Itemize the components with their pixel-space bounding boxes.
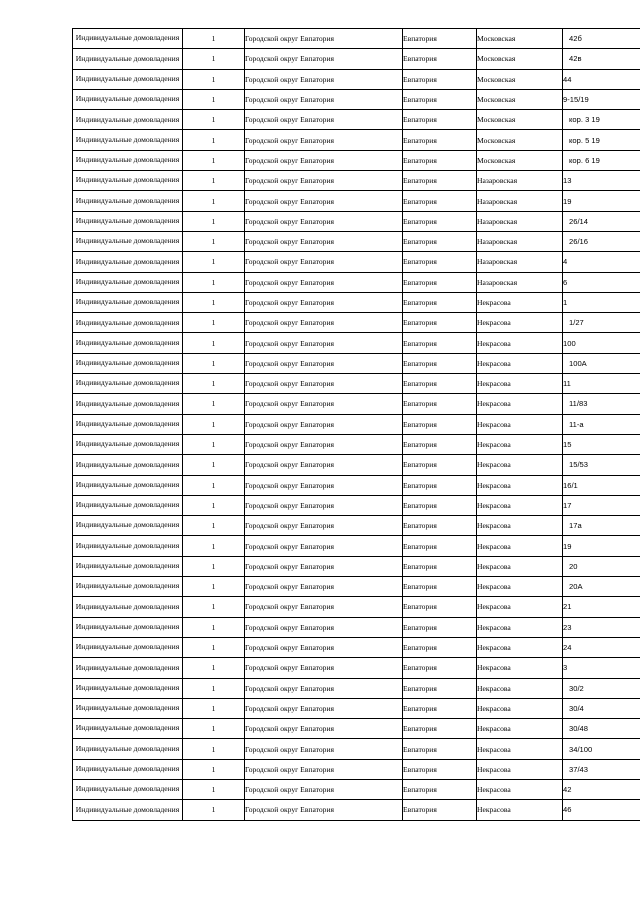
district-cell: Городской округ Евпатория	[245, 171, 403, 191]
city-cell: Евпатория	[403, 617, 477, 637]
house-number-cell: 37/43	[563, 759, 640, 779]
district-cell: Городской округ Евпатория	[245, 272, 403, 292]
street-cell: Назаровская	[477, 191, 563, 211]
house-number-cell: 26/16	[563, 231, 640, 251]
street-cell: Некрасова	[477, 658, 563, 678]
table-row	[73, 678, 640, 698]
house-number-cell: кор. 6 19	[563, 150, 640, 170]
district-cell: Городской округ Евпатория	[245, 191, 403, 211]
housing-type-cell: Индивидуальные домовладения	[73, 536, 183, 556]
city-cell: Евпатория	[403, 110, 477, 130]
housing-type-cell: Индивидуальные домовладения	[73, 49, 183, 69]
district-cell: Городской округ Евпатория	[245, 333, 403, 353]
street-cell: Некрасова	[477, 516, 563, 536]
housing-type-cell: Индивидуальные домовладения	[73, 759, 183, 779]
house-number-cell: 19	[563, 536, 640, 556]
street-cell: Некрасова	[477, 698, 563, 718]
count-cell: 1	[183, 698, 245, 718]
housing-type-cell: Индивидуальные домовладения	[73, 110, 183, 130]
city-cell: Евпатория	[403, 556, 477, 576]
count-cell: 1	[183, 171, 245, 191]
street-cell: Некрасова	[477, 414, 563, 434]
housing-type-cell: Индивидуальные домовладения	[73, 211, 183, 231]
street-cell: Назаровская	[477, 272, 563, 292]
house-number-cell: 30/4	[563, 698, 640, 718]
housing-type-cell: Индивидуальные домовладения	[73, 475, 183, 495]
district-cell: Городской округ Евпатория	[245, 89, 403, 109]
district-cell: Городской округ Евпатория	[245, 759, 403, 779]
house-number-cell: 1/27	[563, 313, 640, 333]
house-number-cell: 42	[563, 779, 640, 799]
district-cell: Городской округ Евпатория	[245, 495, 403, 515]
city-cell: Евпатория	[403, 49, 477, 69]
count-cell: 1	[183, 110, 245, 130]
table-row	[73, 171, 640, 191]
table-row	[73, 455, 640, 475]
housing-type-cell: Индивидуальные домовладения	[73, 495, 183, 515]
count-cell: 1	[183, 719, 245, 739]
house-number-cell: 26/14	[563, 211, 640, 231]
table-row	[73, 434, 640, 454]
count-cell: 1	[183, 597, 245, 617]
street-cell: Московская	[477, 49, 563, 69]
table-row	[73, 150, 640, 170]
count-cell: 1	[183, 89, 245, 109]
count-cell: 1	[183, 130, 245, 150]
housing-type-cell: Индивидуальные домовладения	[73, 272, 183, 292]
housing-type-cell: Индивидуальные домовладения	[73, 231, 183, 251]
street-cell: Московская	[477, 130, 563, 150]
house-number-cell: 6	[563, 272, 640, 292]
table-row	[73, 414, 640, 434]
street-cell: Некрасова	[477, 637, 563, 657]
count-cell: 1	[183, 414, 245, 434]
table-row	[73, 577, 640, 597]
housing-type-cell: Индивидуальные домовладения	[73, 779, 183, 799]
housing-type-cell: Индивидуальные домовладения	[73, 333, 183, 353]
house-number-cell: 46	[563, 800, 640, 820]
city-cell: Евпатория	[403, 191, 477, 211]
address-table	[72, 28, 640, 821]
district-cell: Городской округ Евпатория	[245, 617, 403, 637]
count-cell: 1	[183, 637, 245, 657]
count-cell: 1	[183, 394, 245, 414]
housing-type-cell: Индивидуальные домовладения	[73, 414, 183, 434]
city-cell: Евпатория	[403, 414, 477, 434]
city-cell: Евпатория	[403, 69, 477, 89]
district-cell: Городской округ Евпатория	[245, 29, 403, 49]
count-cell: 1	[183, 516, 245, 536]
city-cell: Евпатория	[403, 333, 477, 353]
city-cell: Евпатория	[403, 272, 477, 292]
city-cell: Евпатория	[403, 495, 477, 515]
count-cell: 1	[183, 313, 245, 333]
district-cell: Городской округ Евпатория	[245, 779, 403, 799]
district-cell: Городской округ Евпатория	[245, 658, 403, 678]
housing-type-cell: Индивидуальные домовладения	[73, 678, 183, 698]
count-cell: 1	[183, 617, 245, 637]
city-cell: Евпатория	[403, 353, 477, 373]
count-cell: 1	[183, 29, 245, 49]
district-cell: Городской округ Евпатория	[245, 678, 403, 698]
street-cell: Некрасова	[477, 475, 563, 495]
count-cell: 1	[183, 779, 245, 799]
house-number-cell: 20А	[563, 577, 640, 597]
street-cell: Московская	[477, 69, 563, 89]
table-row	[73, 29, 640, 49]
housing-type-cell: Индивидуальные домовладения	[73, 252, 183, 272]
house-number-cell: 1	[563, 292, 640, 312]
housing-type-cell: Индивидуальные домовладения	[73, 313, 183, 333]
table-row	[73, 800, 640, 820]
housing-type-cell: Индивидуальные домовладения	[73, 800, 183, 820]
housing-type-cell: Индивидуальные домовладения	[73, 29, 183, 49]
street-cell: Назаровская	[477, 211, 563, 231]
city-cell: Евпатория	[403, 434, 477, 454]
house-number-cell: 16/1	[563, 475, 640, 495]
housing-type-cell: Индивидуальные домовладения	[73, 597, 183, 617]
house-number-cell: 11	[563, 374, 640, 394]
house-number-cell: 42в	[563, 49, 640, 69]
street-cell: Московская	[477, 150, 563, 170]
table-row	[73, 556, 640, 576]
district-cell: Городской округ Евпатория	[245, 800, 403, 820]
street-cell: Некрасова	[477, 292, 563, 312]
district-cell: Городской округ Евпатория	[245, 455, 403, 475]
count-cell: 1	[183, 272, 245, 292]
count-cell: 1	[183, 455, 245, 475]
city-cell: Евпатория	[403, 516, 477, 536]
housing-type-cell: Индивидуальные домовладения	[73, 292, 183, 312]
city-cell: Евпатория	[403, 577, 477, 597]
table-row	[73, 69, 640, 89]
table-row	[73, 759, 640, 779]
table-row	[73, 252, 640, 272]
district-cell: Городской округ Евпатория	[245, 374, 403, 394]
district-cell: Городской округ Евпатория	[245, 577, 403, 597]
street-cell: Некрасова	[477, 495, 563, 515]
city-cell: Евпатория	[403, 739, 477, 759]
house-number-cell: 19	[563, 191, 640, 211]
city-cell: Евпатория	[403, 130, 477, 150]
housing-type-cell: Индивидуальные домовладения	[73, 658, 183, 678]
house-number-cell: 30/2	[563, 678, 640, 698]
count-cell: 1	[183, 252, 245, 272]
district-cell: Городской округ Евпатория	[245, 150, 403, 170]
table-row	[73, 130, 640, 150]
city-cell: Евпатория	[403, 800, 477, 820]
count-cell: 1	[183, 333, 245, 353]
street-cell: Назаровская	[477, 231, 563, 251]
city-cell: Евпатория	[403, 698, 477, 718]
street-cell: Назаровская	[477, 252, 563, 272]
district-cell: Городской округ Евпатория	[245, 414, 403, 434]
count-cell: 1	[183, 556, 245, 576]
city-cell: Евпатория	[403, 171, 477, 191]
table-row	[73, 191, 640, 211]
city-cell: Евпатория	[403, 394, 477, 414]
count-cell: 1	[183, 536, 245, 556]
table-row	[73, 475, 640, 495]
count-cell: 1	[183, 495, 245, 515]
count-cell: 1	[183, 800, 245, 820]
district-cell: Городской округ Евпатория	[245, 231, 403, 251]
housing-type-cell: Индивидуальные домовладения	[73, 577, 183, 597]
street-cell: Некрасова	[477, 536, 563, 556]
table-row	[73, 49, 640, 69]
district-cell: Городской округ Евпатория	[245, 353, 403, 373]
table-row	[73, 292, 640, 312]
house-number-cell: 3	[563, 658, 640, 678]
count-cell: 1	[183, 434, 245, 454]
city-cell: Евпатория	[403, 211, 477, 231]
street-cell: Некрасова	[477, 597, 563, 617]
table-row	[73, 333, 640, 353]
housing-type-cell: Индивидуальные домовладения	[73, 171, 183, 191]
city-cell: Евпатория	[403, 231, 477, 251]
district-cell: Городской округ Евпатория	[245, 49, 403, 69]
table-row	[73, 516, 640, 536]
district-cell: Городской округ Евпатория	[245, 475, 403, 495]
street-cell: Некрасова	[477, 455, 563, 475]
street-cell: Некрасова	[477, 333, 563, 353]
house-number-cell: 13	[563, 171, 640, 191]
city-cell: Евпатория	[403, 252, 477, 272]
housing-type-cell: Индивидуальные домовладения	[73, 617, 183, 637]
district-cell: Городской округ Евпатория	[245, 597, 403, 617]
housing-type-cell: Индивидуальные домовладения	[73, 739, 183, 759]
street-cell: Некрасова	[477, 556, 563, 576]
count-cell: 1	[183, 577, 245, 597]
house-number-cell: 11/83	[563, 394, 640, 414]
count-cell: 1	[183, 658, 245, 678]
house-number-cell: кор. 5 19	[563, 130, 640, 150]
table-row	[73, 495, 640, 515]
table-row	[73, 211, 640, 231]
district-cell: Городской округ Евпатория	[245, 252, 403, 272]
district-cell: Городской округ Евпатория	[245, 394, 403, 414]
city-cell: Евпатория	[403, 759, 477, 779]
district-cell: Городской округ Евпатория	[245, 211, 403, 231]
table-row	[73, 719, 640, 739]
count-cell: 1	[183, 211, 245, 231]
district-cell: Городской округ Евпатория	[245, 313, 403, 333]
count-cell: 1	[183, 475, 245, 495]
housing-type-cell: Индивидуальные домовладения	[73, 130, 183, 150]
district-cell: Городской округ Евпатория	[245, 130, 403, 150]
street-cell: Некрасова	[477, 759, 563, 779]
street-cell: Назаровская	[477, 171, 563, 191]
street-cell: Некрасова	[477, 617, 563, 637]
city-cell: Евпатория	[403, 29, 477, 49]
count-cell: 1	[183, 678, 245, 698]
district-cell: Городской округ Евпатория	[245, 556, 403, 576]
district-cell: Городской округ Евпатория	[245, 719, 403, 739]
city-cell: Евпатория	[403, 637, 477, 657]
city-cell: Евпатория	[403, 779, 477, 799]
house-number-cell: 24	[563, 637, 640, 657]
street-cell: Некрасова	[477, 353, 563, 373]
count-cell: 1	[183, 191, 245, 211]
district-cell: Городской округ Евпатория	[245, 739, 403, 759]
housing-type-cell: Индивидуальные домовладения	[73, 69, 183, 89]
housing-type-cell: Индивидуальные домовладения	[73, 719, 183, 739]
house-number-cell: 44	[563, 69, 640, 89]
table-row	[73, 536, 640, 556]
table-row	[73, 597, 640, 617]
count-cell: 1	[183, 739, 245, 759]
street-cell: Некрасова	[477, 577, 563, 597]
street-cell: Некрасова	[477, 313, 563, 333]
city-cell: Евпатория	[403, 678, 477, 698]
city-cell: Евпатория	[403, 597, 477, 617]
housing-type-cell: Индивидуальные домовладения	[73, 394, 183, 414]
count-cell: 1	[183, 353, 245, 373]
city-cell: Евпатория	[403, 313, 477, 333]
street-cell: Некрасова	[477, 800, 563, 820]
house-number-cell: 100	[563, 333, 640, 353]
housing-type-cell: Индивидуальные домовладения	[73, 374, 183, 394]
city-cell: Евпатория	[403, 536, 477, 556]
housing-type-cell: Индивидуальные домовладения	[73, 150, 183, 170]
house-number-cell: 17	[563, 495, 640, 515]
street-cell: Московская	[477, 89, 563, 109]
district-cell: Городской округ Евпатория	[245, 434, 403, 454]
house-number-cell: 4	[563, 252, 640, 272]
table-body	[73, 29, 640, 821]
house-number-cell: 11-а	[563, 414, 640, 434]
count-cell: 1	[183, 150, 245, 170]
house-number-cell: 15	[563, 434, 640, 454]
street-cell: Московская	[477, 29, 563, 49]
count-cell: 1	[183, 231, 245, 251]
district-cell: Городской округ Евпатория	[245, 637, 403, 657]
count-cell: 1	[183, 759, 245, 779]
district-cell: Городской округ Евпатория	[245, 698, 403, 718]
housing-type-cell: Индивидуальные домовладения	[73, 698, 183, 718]
housing-type-cell: Индивидуальные домовладения	[73, 637, 183, 657]
district-cell: Городской округ Евпатория	[245, 516, 403, 536]
city-cell: Евпатория	[403, 150, 477, 170]
table-row	[73, 394, 640, 414]
table-row	[73, 637, 640, 657]
district-cell: Городской округ Евпатория	[245, 69, 403, 89]
city-cell: Евпатория	[403, 475, 477, 495]
count-cell: 1	[183, 49, 245, 69]
table-row	[73, 231, 640, 251]
street-cell: Некрасова	[477, 374, 563, 394]
housing-type-cell: Индивидуальные домовладения	[73, 89, 183, 109]
table-row	[73, 779, 640, 799]
house-number-cell: 30/48	[563, 719, 640, 739]
street-cell: Московская	[477, 110, 563, 130]
housing-type-cell: Индивидуальные домовладения	[73, 434, 183, 454]
housing-type-cell: Индивидуальные домовладения	[73, 353, 183, 373]
house-number-cell: 9-15/19	[563, 89, 640, 109]
district-cell: Городской округ Евпатория	[245, 110, 403, 130]
district-cell: Городской округ Евпатория	[245, 292, 403, 312]
street-cell: Некрасова	[477, 739, 563, 759]
city-cell: Евпатория	[403, 719, 477, 739]
street-cell: Некрасова	[477, 678, 563, 698]
table-row	[73, 272, 640, 292]
house-number-cell: кор. 3 19	[563, 110, 640, 130]
table-row	[73, 374, 640, 394]
table-row	[73, 617, 640, 637]
street-cell: Некрасова	[477, 779, 563, 799]
housing-type-cell: Индивидуальные домовладения	[73, 516, 183, 536]
table-row	[73, 110, 640, 130]
table-row	[73, 89, 640, 109]
count-cell: 1	[183, 292, 245, 312]
count-cell: 1	[183, 374, 245, 394]
house-number-cell: 42б	[563, 29, 640, 49]
city-cell: Евпатория	[403, 89, 477, 109]
city-cell: Евпатория	[403, 374, 477, 394]
house-number-cell: 15/53	[563, 455, 640, 475]
table-row	[73, 658, 640, 678]
house-number-cell: 21	[563, 597, 640, 617]
table-row	[73, 353, 640, 373]
house-number-cell: 17а	[563, 516, 640, 536]
house-number-cell: 23	[563, 617, 640, 637]
count-cell: 1	[183, 69, 245, 89]
district-cell: Городской округ Евпатория	[245, 536, 403, 556]
table-row	[73, 739, 640, 759]
table-row	[73, 698, 640, 718]
house-number-cell: 20	[563, 556, 640, 576]
housing-type-cell: Индивидуальные домовладения	[73, 455, 183, 475]
house-number-cell: 34/100	[563, 739, 640, 759]
city-cell: Евпатория	[403, 455, 477, 475]
table-row	[73, 313, 640, 333]
housing-type-cell: Индивидуальные домовладения	[73, 191, 183, 211]
house-number-cell: 100А	[563, 353, 640, 373]
street-cell: Некрасова	[477, 394, 563, 414]
city-cell: Евпатория	[403, 658, 477, 678]
housing-type-cell: Индивидуальные домовладения	[73, 556, 183, 576]
city-cell: Евпатория	[403, 292, 477, 312]
street-cell: Некрасова	[477, 719, 563, 739]
street-cell: Некрасова	[477, 434, 563, 454]
